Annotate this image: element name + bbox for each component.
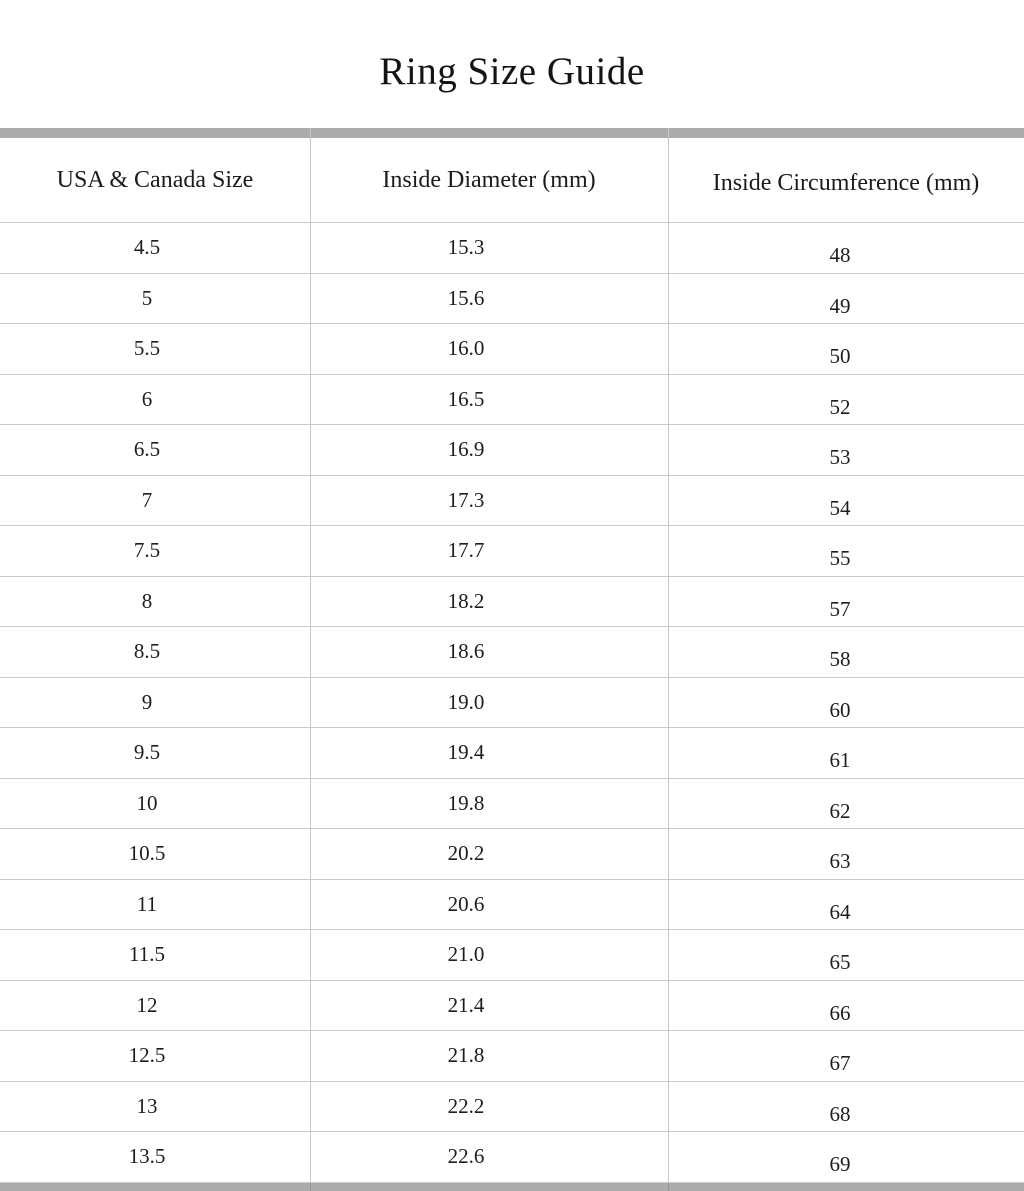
page-title: Ring Size Guide bbox=[379, 49, 645, 93]
table-row bbox=[0, 576, 1024, 627]
cell-inside-diameter bbox=[310, 324, 668, 375]
cell-value: 63 bbox=[829, 849, 851, 874]
cell-usa-canada-size bbox=[0, 475, 310, 526]
cell-inside-diameter bbox=[310, 980, 668, 1031]
cell-inside-circumference bbox=[668, 778, 1024, 829]
cell-value: 61 bbox=[829, 748, 851, 773]
cell-usa-canada-size bbox=[0, 879, 310, 930]
table-row bbox=[0, 1132, 1024, 1183]
cell-inside-circumference bbox=[668, 324, 1024, 375]
cell-value: 16.0 bbox=[447, 336, 485, 361]
cell-inside-diameter bbox=[310, 627, 668, 678]
cell-inside-diameter bbox=[310, 273, 668, 324]
cell-usa-canada-size bbox=[0, 425, 310, 476]
cell-inside-circumference bbox=[668, 425, 1024, 476]
cell-usa-canada-size bbox=[0, 374, 310, 425]
column-header-label: Inside Diameter (mm) bbox=[382, 166, 596, 193]
cell-value: 16.5 bbox=[447, 386, 485, 411]
cell-value: 18.6 bbox=[447, 639, 485, 664]
cell-inside-diameter bbox=[310, 1081, 668, 1132]
table-row bbox=[0, 980, 1024, 1031]
cell-usa-canada-size bbox=[0, 273, 310, 324]
cell-usa-canada-size bbox=[0, 677, 310, 728]
table-row bbox=[0, 526, 1024, 577]
cell-value: 6 bbox=[141, 386, 153, 411]
cell-value: 53 bbox=[829, 445, 851, 470]
cell-value: 62 bbox=[829, 798, 851, 823]
cell-usa-canada-size bbox=[0, 829, 310, 880]
cell-value: 68 bbox=[829, 1101, 851, 1126]
cell-usa-canada-size bbox=[0, 778, 310, 829]
table-row bbox=[0, 728, 1024, 779]
cell-value: 66 bbox=[829, 1000, 851, 1025]
cell-inside-diameter bbox=[310, 930, 668, 981]
cell-usa-canada-size bbox=[0, 1031, 310, 1082]
cell-inside-circumference bbox=[668, 677, 1024, 728]
cell-inside-diameter bbox=[310, 1132, 668, 1183]
table-row bbox=[0, 879, 1024, 930]
cell-value: 17.7 bbox=[447, 538, 485, 563]
bottom-bar-divider-notch bbox=[310, 1183, 311, 1191]
cell-value: 67 bbox=[829, 1051, 851, 1076]
cell-inside-diameter bbox=[310, 526, 668, 577]
cell-value: 16.9 bbox=[447, 437, 485, 462]
table-row bbox=[0, 829, 1024, 880]
cell-value: 10 bbox=[136, 790, 158, 815]
cell-value: 22.2 bbox=[447, 1093, 485, 1118]
cell-inside-diameter bbox=[310, 677, 668, 728]
cell-inside-diameter bbox=[310, 829, 668, 880]
cell-inside-circumference bbox=[668, 1132, 1024, 1183]
cell-value: 49 bbox=[829, 293, 851, 318]
column-header-inside-circumference bbox=[668, 133, 1024, 223]
cell-usa-canada-size bbox=[0, 728, 310, 779]
column-header-label: USA & Canada Size bbox=[56, 166, 254, 193]
cell-inside-circumference bbox=[668, 526, 1024, 577]
cell-value: 12 bbox=[136, 992, 158, 1017]
ring-size-table bbox=[0, 128, 1024, 1183]
cell-value: 10.5 bbox=[128, 841, 166, 866]
column-header-inside-diameter bbox=[310, 133, 668, 223]
cell-usa-canada-size bbox=[0, 223, 310, 274]
table-row bbox=[0, 223, 1024, 274]
cell-value: 17.3 bbox=[447, 487, 485, 512]
cell-value: 21.0 bbox=[447, 942, 485, 967]
cell-inside-circumference bbox=[668, 576, 1024, 627]
ring-size-table-body bbox=[0, 223, 1024, 1183]
cell-usa-canada-size bbox=[0, 1081, 310, 1132]
bottom-bar-divider-notch bbox=[668, 1183, 669, 1191]
cell-value: 8.5 bbox=[133, 639, 161, 664]
cell-usa-canada-size bbox=[0, 930, 310, 981]
cell-inside-diameter bbox=[310, 728, 668, 779]
cell-usa-canada-size bbox=[0, 576, 310, 627]
cell-value: 21.4 bbox=[447, 992, 485, 1017]
cell-value: 12.5 bbox=[128, 1043, 166, 1068]
cell-value: 9.5 bbox=[133, 740, 161, 765]
cell-inside-circumference bbox=[668, 627, 1024, 678]
cell-inside-circumference bbox=[668, 980, 1024, 1031]
cell-inside-circumference bbox=[668, 829, 1024, 880]
table-row bbox=[0, 374, 1024, 425]
cell-value: 64 bbox=[829, 899, 851, 924]
cell-inside-circumference bbox=[668, 930, 1024, 981]
cell-value: 13 bbox=[136, 1093, 158, 1118]
cell-value: 5 bbox=[141, 285, 153, 310]
table-row bbox=[0, 425, 1024, 476]
cell-value: 58 bbox=[829, 647, 851, 672]
table-row bbox=[0, 627, 1024, 678]
cell-value: 19.8 bbox=[447, 790, 485, 815]
cell-inside-circumference bbox=[668, 1031, 1024, 1082]
column-header-usa-canada-size bbox=[0, 133, 310, 223]
cell-value: 52 bbox=[829, 394, 851, 419]
cell-value: 7 bbox=[141, 487, 153, 512]
cell-value: 69 bbox=[829, 1152, 851, 1177]
cell-value: 19.4 bbox=[447, 740, 485, 765]
cell-value: 50 bbox=[829, 344, 851, 369]
table-row bbox=[0, 1081, 1024, 1132]
table-row bbox=[0, 1031, 1024, 1082]
cell-value: 54 bbox=[829, 495, 851, 520]
cell-inside-diameter bbox=[310, 223, 668, 274]
table-row bbox=[0, 778, 1024, 829]
cell-value: 65 bbox=[829, 950, 851, 975]
cell-value: 18.2 bbox=[447, 588, 485, 613]
cell-usa-canada-size bbox=[0, 324, 310, 375]
cell-inside-circumference bbox=[668, 475, 1024, 526]
cell-value: 15.3 bbox=[447, 235, 485, 260]
cell-inside-diameter bbox=[310, 374, 668, 425]
cell-inside-diameter bbox=[310, 475, 668, 526]
column-divider bbox=[668, 128, 669, 1191]
cell-value: 5.5 bbox=[133, 336, 161, 361]
cell-value: 15.6 bbox=[447, 285, 485, 310]
bottom-accent-bar bbox=[0, 1183, 1024, 1191]
cell-value: 8 bbox=[141, 588, 153, 613]
table-row bbox=[0, 677, 1024, 728]
cell-value: 55 bbox=[829, 546, 851, 571]
cell-inside-circumference bbox=[668, 223, 1024, 274]
cell-inside-circumference bbox=[668, 728, 1024, 779]
cell-usa-canada-size bbox=[0, 980, 310, 1031]
cell-usa-canada-size bbox=[0, 526, 310, 577]
cell-value: 13.5 bbox=[128, 1144, 166, 1169]
cell-value: 6.5 bbox=[133, 437, 161, 462]
cell-value: 11 bbox=[136, 891, 158, 916]
table-row bbox=[0, 273, 1024, 324]
table-row bbox=[0, 324, 1024, 375]
cell-value: 60 bbox=[829, 697, 851, 722]
cell-inside-diameter bbox=[310, 1031, 668, 1082]
cell-inside-circumference bbox=[668, 273, 1024, 324]
header-row bbox=[0, 133, 1024, 223]
cell-value: 57 bbox=[829, 596, 851, 621]
cell-inside-diameter bbox=[310, 879, 668, 930]
cell-inside-circumference bbox=[668, 879, 1024, 930]
column-header-label: Inside Circumference (mm) bbox=[712, 169, 980, 196]
cell-inside-circumference bbox=[668, 1081, 1024, 1132]
cell-inside-diameter bbox=[310, 425, 668, 476]
cell-inside-diameter bbox=[310, 576, 668, 627]
cell-value: 22.6 bbox=[447, 1144, 485, 1169]
table-row bbox=[0, 930, 1024, 981]
cell-value: 11.5 bbox=[129, 942, 165, 967]
cell-value: 20.2 bbox=[447, 841, 485, 866]
cell-value: 21.8 bbox=[447, 1043, 485, 1068]
cell-usa-canada-size bbox=[0, 1132, 310, 1183]
cell-value: 4.5 bbox=[133, 235, 161, 260]
cell-value: 7.5 bbox=[133, 538, 161, 563]
table-row bbox=[0, 475, 1024, 526]
column-divider bbox=[310, 128, 311, 1191]
cell-inside-circumference bbox=[668, 374, 1024, 425]
cell-value: 19.0 bbox=[447, 689, 485, 714]
cell-usa-canada-size bbox=[0, 627, 310, 678]
cell-value: 20.6 bbox=[447, 891, 485, 916]
cell-value: 48 bbox=[829, 243, 851, 268]
cell-inside-diameter bbox=[310, 778, 668, 829]
cell-value: 9 bbox=[141, 689, 153, 714]
